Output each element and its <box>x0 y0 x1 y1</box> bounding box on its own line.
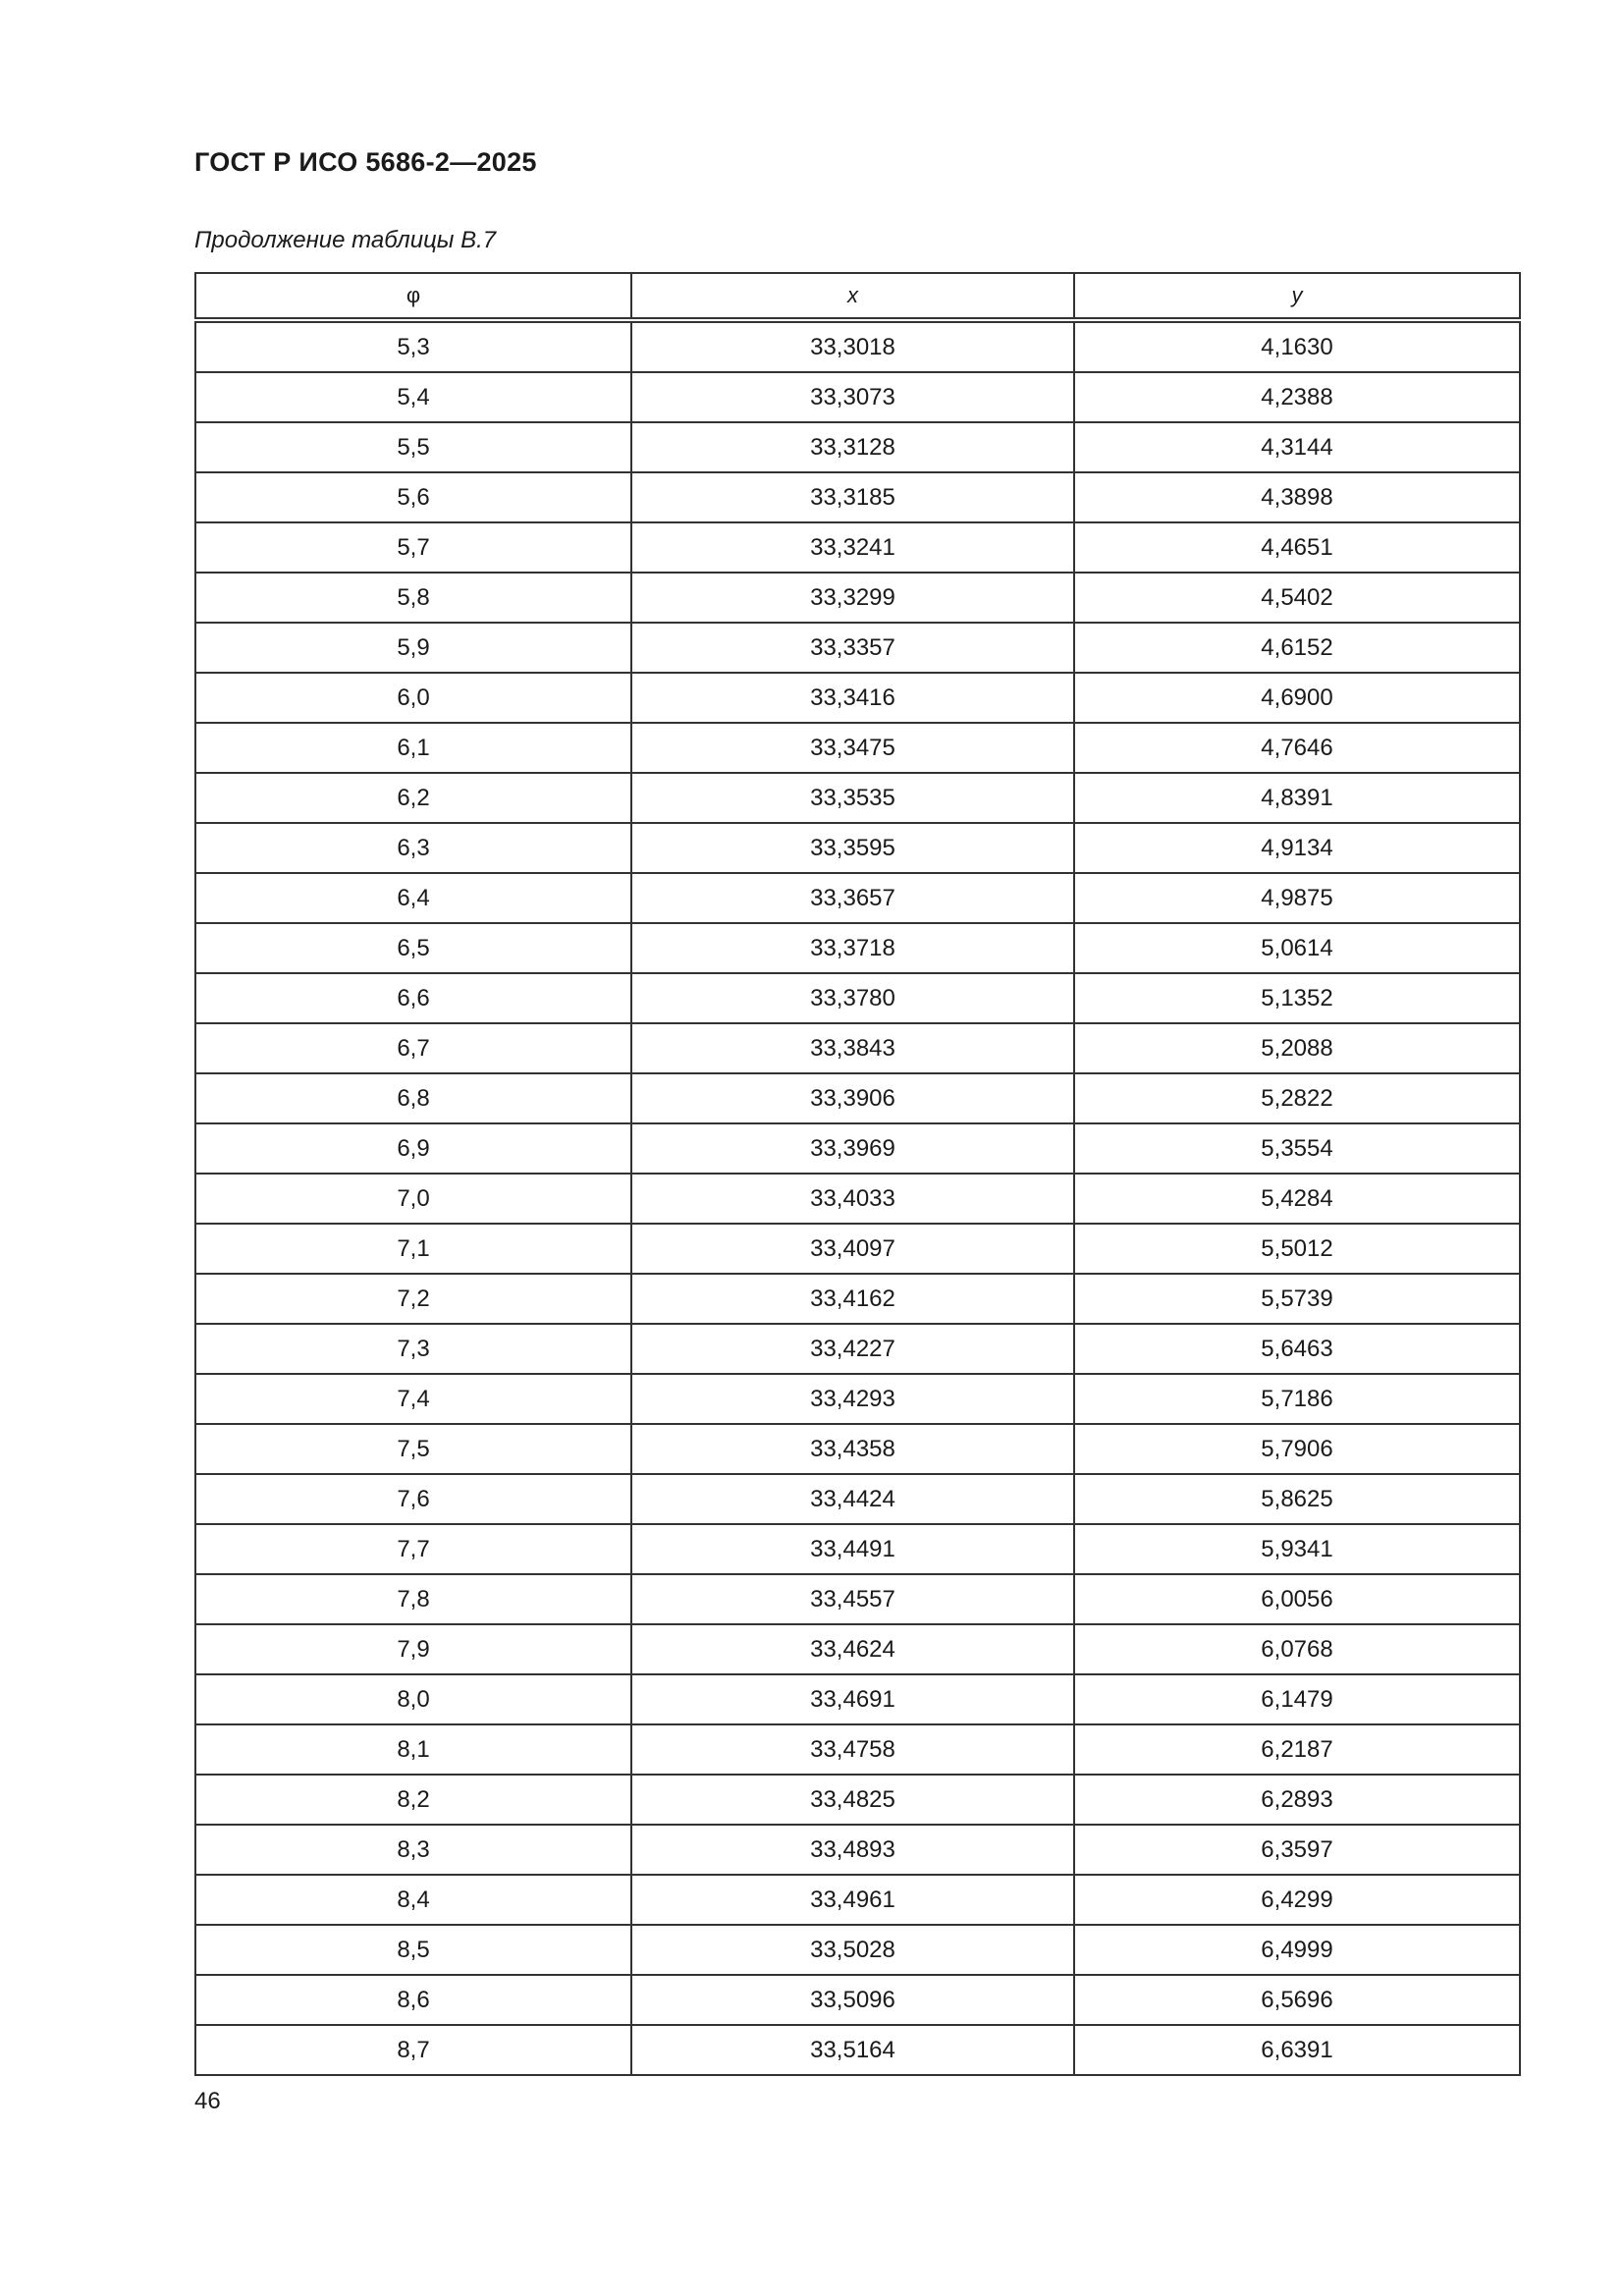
cell-x: 33,4162 <box>631 1274 1074 1324</box>
table-row <box>195 1875 1520 1925</box>
cell-phi: 7,8 <box>195 1574 631 1624</box>
cell-phi: 8,2 <box>195 1775 631 1825</box>
cell-y: 6,3597 <box>1074 1825 1520 1875</box>
cell-x: 33,3718 <box>631 923 1074 973</box>
cell-x: 33,3128 <box>631 422 1074 472</box>
cell-y: 5,5739 <box>1074 1274 1520 1324</box>
column-header-y: y <box>1074 273 1520 320</box>
cell-y: 4,9875 <box>1074 873 1520 923</box>
cell-x: 33,4358 <box>631 1424 1074 1474</box>
cell-y: 4,8391 <box>1074 773 1520 823</box>
cell-x: 33,3185 <box>631 472 1074 522</box>
table-row <box>195 1925 1520 1975</box>
table-row <box>195 1424 1520 1474</box>
table-row <box>195 923 1520 973</box>
cell-phi: 8,1 <box>195 1724 631 1775</box>
page-number: 46 <box>194 2088 221 2114</box>
table-body <box>195 320 1520 2075</box>
table-row <box>195 873 1520 923</box>
cell-phi: 6,9 <box>195 1123 631 1174</box>
cell-phi: 8,3 <box>195 1825 631 1875</box>
cell-y: 4,3144 <box>1074 422 1520 472</box>
cell-y: 6,1479 <box>1074 1674 1520 1724</box>
cell-phi: 5,4 <box>195 372 631 422</box>
cell-x: 33,3535 <box>631 773 1074 823</box>
cell-y: 4,7646 <box>1074 723 1520 773</box>
cell-y: 6,0056 <box>1074 1574 1520 1624</box>
table-header <box>195 273 1520 320</box>
cell-phi: 6,1 <box>195 723 631 773</box>
cell-x: 33,4491 <box>631 1524 1074 1574</box>
cell-x: 33,5164 <box>631 2025 1074 2075</box>
cell-y: 5,2088 <box>1074 1023 1520 1073</box>
cell-x: 33,3241 <box>631 522 1074 573</box>
cell-x: 33,4893 <box>631 1825 1074 1875</box>
cell-x: 33,4557 <box>631 1574 1074 1624</box>
table-row <box>195 1023 1520 1073</box>
table-row <box>195 1174 1520 1224</box>
table-row <box>195 1975 1520 2025</box>
cell-phi: 7,5 <box>195 1424 631 1474</box>
table-row <box>195 823 1520 873</box>
cell-phi: 5,9 <box>195 623 631 673</box>
cell-x: 33,3073 <box>631 372 1074 422</box>
table-row <box>195 1474 1520 1524</box>
table-row <box>195 623 1520 673</box>
table-row <box>195 422 1520 472</box>
cell-y: 6,4299 <box>1074 1875 1520 1925</box>
cell-y: 6,6391 <box>1074 2025 1520 2075</box>
cell-x: 33,4227 <box>631 1324 1074 1374</box>
cell-x: 33,3357 <box>631 623 1074 673</box>
cell-y: 4,1630 <box>1074 320 1520 372</box>
cell-phi: 5,7 <box>195 522 631 573</box>
cell-y: 5,5012 <box>1074 1224 1520 1274</box>
cell-y: 6,5696 <box>1074 1975 1520 2025</box>
cell-x: 33,3299 <box>631 573 1074 623</box>
cell-phi: 8,4 <box>195 1875 631 1925</box>
cell-phi: 6,7 <box>195 1023 631 1073</box>
cell-x: 33,3595 <box>631 823 1074 873</box>
cell-x: 33,3416 <box>631 673 1074 723</box>
cell-phi: 6,2 <box>195 773 631 823</box>
cell-x: 33,5096 <box>631 1975 1074 2025</box>
cell-phi: 8,5 <box>195 1925 631 1975</box>
table-row <box>195 1574 1520 1624</box>
cell-phi: 6,5 <box>195 923 631 973</box>
document-header: ГОСТ Р ИСО 5686-2—2025 <box>194 147 537 177</box>
table-row <box>195 1624 1520 1674</box>
cell-phi: 5,3 <box>195 320 631 372</box>
table-row <box>195 573 1520 623</box>
table-row <box>195 673 1520 723</box>
cell-x: 33,4097 <box>631 1224 1074 1274</box>
cell-phi: 6,4 <box>195 873 631 923</box>
table-row <box>195 2025 1520 2075</box>
cell-phi: 8,7 <box>195 2025 631 2075</box>
table-row <box>195 472 1520 522</box>
cell-y: 5,7186 <box>1074 1374 1520 1424</box>
cell-phi: 5,5 <box>195 422 631 472</box>
cell-phi: 5,6 <box>195 472 631 522</box>
cell-phi: 7,6 <box>195 1474 631 1524</box>
cell-y: 6,0768 <box>1074 1624 1520 1674</box>
cell-y: 5,2822 <box>1074 1073 1520 1123</box>
table-row <box>195 1224 1520 1274</box>
cell-y: 6,2893 <box>1074 1775 1520 1825</box>
cell-y: 4,4651 <box>1074 522 1520 573</box>
cell-phi: 6,3 <box>195 823 631 873</box>
cell-phi: 5,8 <box>195 573 631 623</box>
cell-x: 33,4758 <box>631 1724 1074 1775</box>
cell-phi: 6,6 <box>195 973 631 1023</box>
cell-y: 6,2187 <box>1074 1724 1520 1775</box>
cell-phi: 8,6 <box>195 1975 631 2025</box>
cell-x: 33,3018 <box>631 320 1074 372</box>
header-row <box>195 273 1520 320</box>
cell-phi: 7,9 <box>195 1624 631 1674</box>
cell-y: 5,9341 <box>1074 1524 1520 1574</box>
cell-y: 5,6463 <box>1074 1324 1520 1374</box>
cell-x: 33,3969 <box>631 1123 1074 1174</box>
cell-y: 5,1352 <box>1074 973 1520 1023</box>
cell-y: 6,4999 <box>1074 1925 1520 1975</box>
table-row <box>195 1274 1520 1324</box>
cell-x: 33,4033 <box>631 1174 1074 1224</box>
table-row <box>195 372 1520 422</box>
cell-phi: 7,7 <box>195 1524 631 1574</box>
cell-x: 33,4293 <box>631 1374 1074 1424</box>
table-row <box>195 1374 1520 1424</box>
cell-y: 4,9134 <box>1074 823 1520 873</box>
table-row <box>195 973 1520 1023</box>
table-row <box>195 522 1520 573</box>
cell-x: 33,3475 <box>631 723 1074 773</box>
cell-phi: 8,0 <box>195 1674 631 1724</box>
table-row <box>195 1123 1520 1174</box>
table-row <box>195 320 1520 372</box>
cell-phi: 7,3 <box>195 1324 631 1374</box>
table-row <box>195 1073 1520 1123</box>
table-row <box>195 773 1520 823</box>
cell-y: 5,3554 <box>1074 1123 1520 1174</box>
cell-x: 33,3780 <box>631 973 1074 1023</box>
cell-x: 33,3843 <box>631 1023 1074 1073</box>
column-header-x: x <box>631 273 1074 320</box>
table-row <box>195 1775 1520 1825</box>
cell-x: 33,3657 <box>631 873 1074 923</box>
cell-x: 33,4825 <box>631 1775 1074 1825</box>
cell-y: 4,6900 <box>1074 673 1520 723</box>
cell-y: 5,4284 <box>1074 1174 1520 1224</box>
table-row <box>195 1825 1520 1875</box>
cell-phi: 6,0 <box>195 673 631 723</box>
cell-phi: 7,1 <box>195 1224 631 1274</box>
cell-x: 33,4424 <box>631 1474 1074 1524</box>
cell-x: 33,3906 <box>631 1073 1074 1123</box>
cell-x: 33,4691 <box>631 1674 1074 1724</box>
table-row <box>195 1524 1520 1574</box>
cell-phi: 6,8 <box>195 1073 631 1123</box>
cell-x: 33,4624 <box>631 1624 1074 1674</box>
cell-y: 4,5402 <box>1074 573 1520 623</box>
cell-phi: 7,4 <box>195 1374 631 1424</box>
data-table <box>194 272 1521 2076</box>
table-caption: Продолжение таблицы В.7 <box>194 227 497 253</box>
cell-x: 33,4961 <box>631 1875 1074 1925</box>
table-row <box>195 1674 1520 1724</box>
cell-x: 33,5028 <box>631 1925 1074 1975</box>
cell-phi: 7,2 <box>195 1274 631 1324</box>
cell-y: 5,7906 <box>1074 1424 1520 1474</box>
cell-y: 5,0614 <box>1074 923 1520 973</box>
table-row <box>195 1724 1520 1775</box>
cell-y: 5,8625 <box>1074 1474 1520 1524</box>
table-row <box>195 723 1520 773</box>
cell-phi: 7,0 <box>195 1174 631 1224</box>
cell-y: 4,2388 <box>1074 372 1520 422</box>
cell-y: 4,6152 <box>1074 623 1520 673</box>
cell-y: 4,3898 <box>1074 472 1520 522</box>
column-header-phi: φ <box>195 273 631 320</box>
table-row <box>195 1324 1520 1374</box>
